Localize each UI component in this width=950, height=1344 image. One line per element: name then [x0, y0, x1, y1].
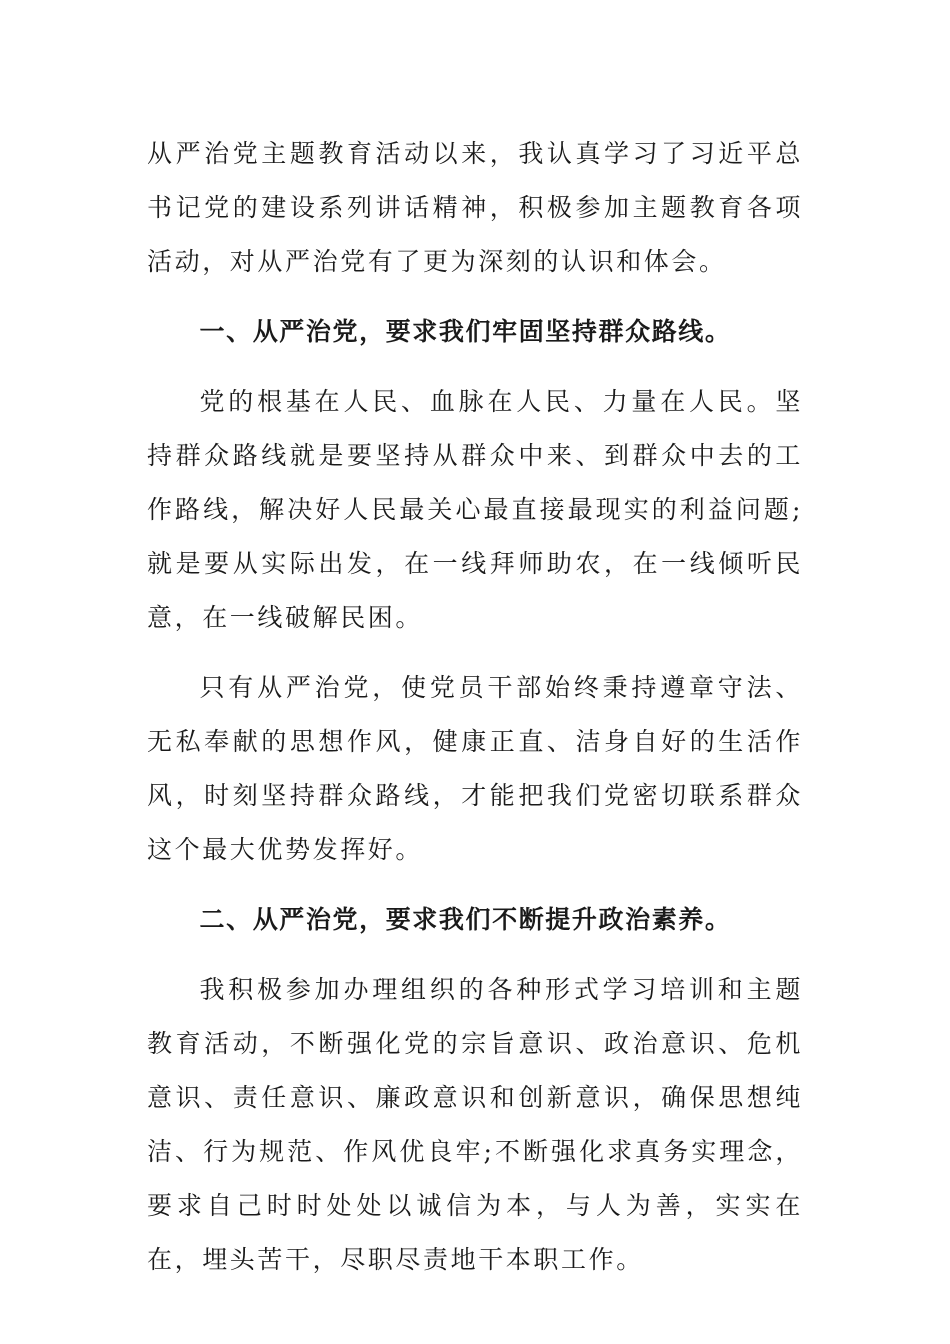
- section-1-paragraph-2: 只有从严治党，使党员干部始终秉持遵章守法、无私奉献的思想作风，健康正直、洁身自好的生活作风，时刻坚持群众路线，才能把我们党密切联系群众这个最大优势发挥好。: [147, 673, 803, 864]
- section-1-paragraph-1: 党的根基在人民、血脉在人民、力量在人民。坚持群众路线就是要坚持从群众中来、到群众中去的工作路线，解决好人民最关心最直接最现实的利益问题;就是要从实际出发，在一线拜师助农，在一线倾听民意，在一线破解民困。: [147, 387, 803, 632]
- section-1-heading: 一、从严治党，要求我们牢固坚持群众路线。: [199, 317, 732, 346]
- intro-paragraph: 从严治党主题教育活动以来，我认真学习了习近平总书记党的建设系列讲话精神，积极参加主题教育各项活动，对从严治党有了更为深刻的认识和体会。: [147, 139, 803, 276]
- document-body: [147, 127, 803, 1287]
- section-2-heading: 二、从严治党，要求我们不断提升政治素养。: [199, 905, 732, 934]
- section-2-paragraph-1: 我积极参加办理组织的各种形式学习培训和主题教育活动，不断强化党的宗旨意识、政治意识、危机意识、责任意识、廉政意识和创新意识，确保思想纯洁、行为规范、作风优良牢;不断强化求真务实理念，要求自己时时处处以诚信为本，与人为善，实实在在，埋头苦干，尽职尽责地干本职工作。: [147, 975, 803, 1274]
